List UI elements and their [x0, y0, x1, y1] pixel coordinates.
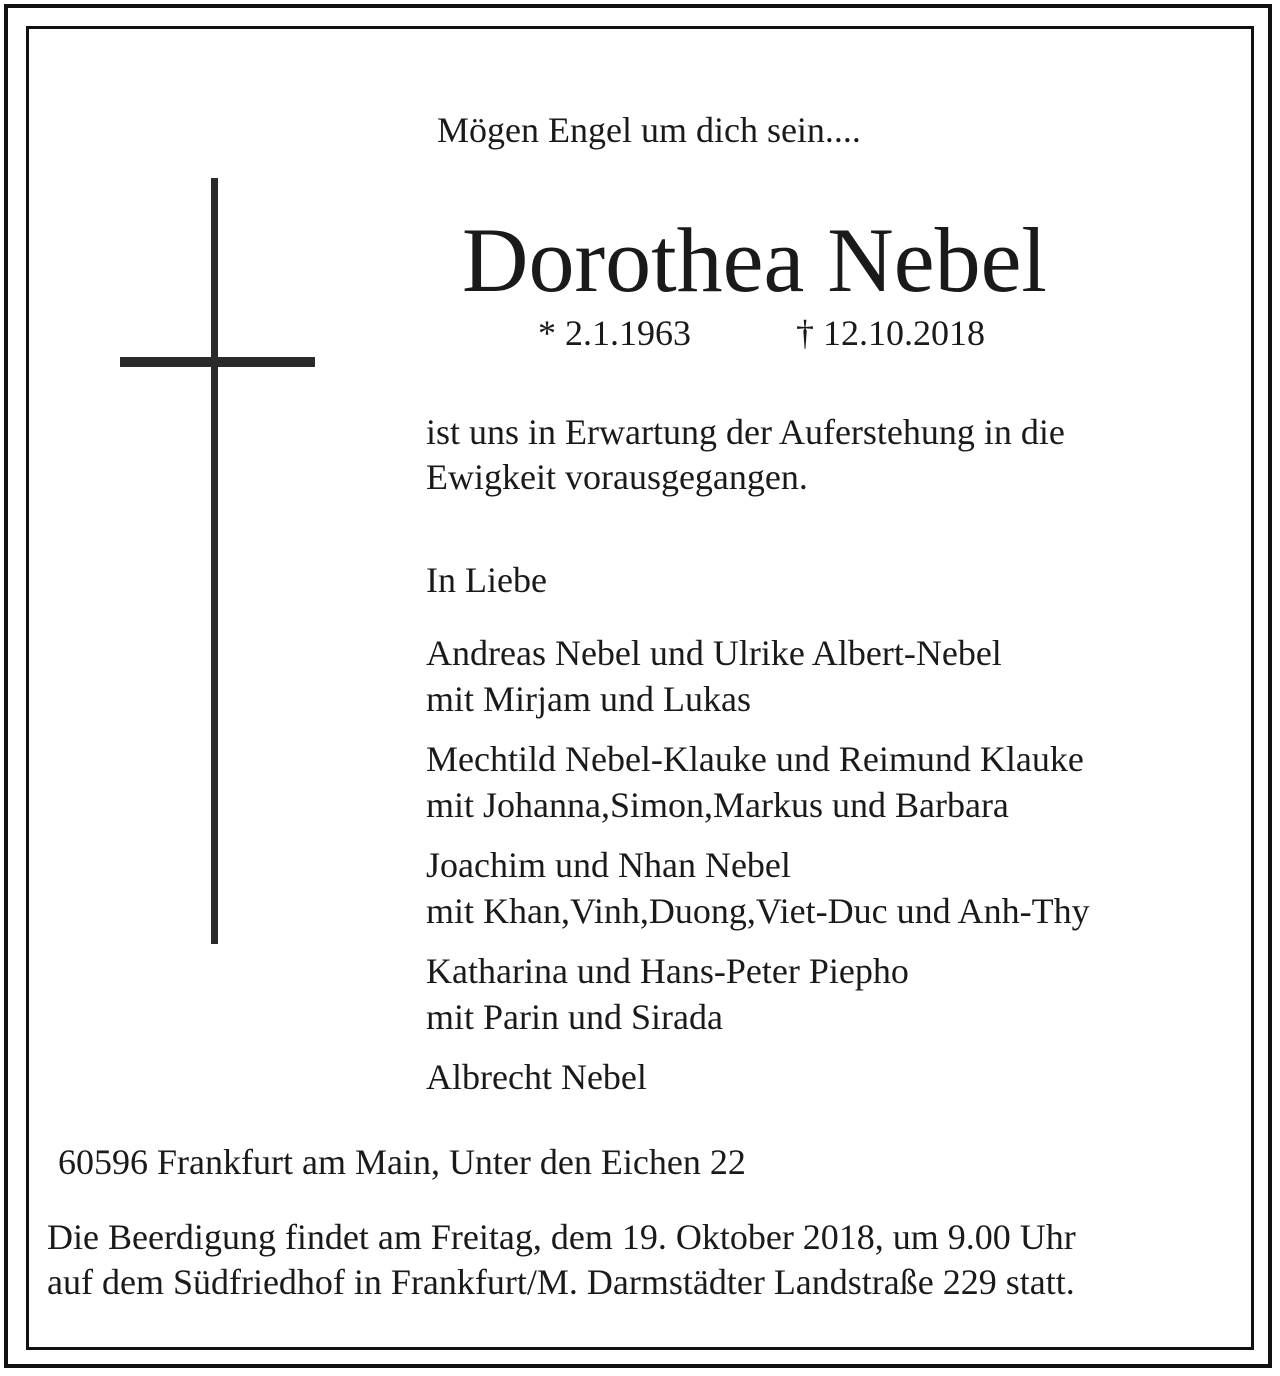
funeral-info — [47, 1215, 1076, 1305]
family-line: mit Mirjam und Lukas — [426, 679, 751, 719]
birth-date: * 2.1.1963 — [538, 313, 691, 353]
family-line: mit Johanna,Simon,Markus und Barbara — [426, 785, 1009, 825]
passage-text — [426, 410, 1065, 500]
deceased-name: Dorothea Nebel — [462, 209, 1047, 311]
death-date: † 12.10.2018 — [796, 313, 985, 353]
family-line: Joachim und Nhan Nebel — [426, 845, 791, 885]
family-group — [426, 736, 1226, 828]
passage-line: Ewigkeit vorausgegangen. — [426, 457, 808, 497]
passage-line: ist uns in Erwartung der Auferstehung in die — [426, 412, 1065, 452]
family-group — [426, 842, 1226, 934]
family-line: mit Parin und Sirada — [426, 997, 723, 1037]
in-liebe: In Liebe — [426, 560, 547, 600]
cross-horizontal-beam — [120, 357, 315, 367]
family-line: Albrecht Nebel — [426, 1057, 647, 1097]
family-line: Andreas Nebel und Ulrike Albert-Nebel — [426, 633, 1002, 673]
address: 60596 Frankfurt am Main, Unter den Eichen 22 — [58, 1142, 746, 1182]
family-group — [426, 630, 1226, 722]
family-line: Katharina und Hans-Peter Piepho — [426, 951, 909, 991]
cross-vertical-beam — [211, 178, 218, 944]
family-group — [426, 948, 1226, 1040]
family-line: mit Khan,Vinh,Duong,Viet-Duc und Anh-Thy — [426, 891, 1090, 931]
family-group — [426, 1054, 1226, 1100]
family-line: Mechtild Nebel-Klauke und Reimund Klauke — [426, 739, 1084, 779]
funeral-line: auf dem Südfriedhof in Frankfurt/M. Darmstädter Landstraße 229 statt. — [47, 1262, 1075, 1302]
funeral-line: Die Beerdigung findet am Freitag, dem 19. Oktober 2018, um 9.00 Uhr — [47, 1217, 1076, 1257]
family-list — [426, 630, 1226, 1114]
motto: Mögen Engel um dich sein.... — [437, 110, 861, 150]
